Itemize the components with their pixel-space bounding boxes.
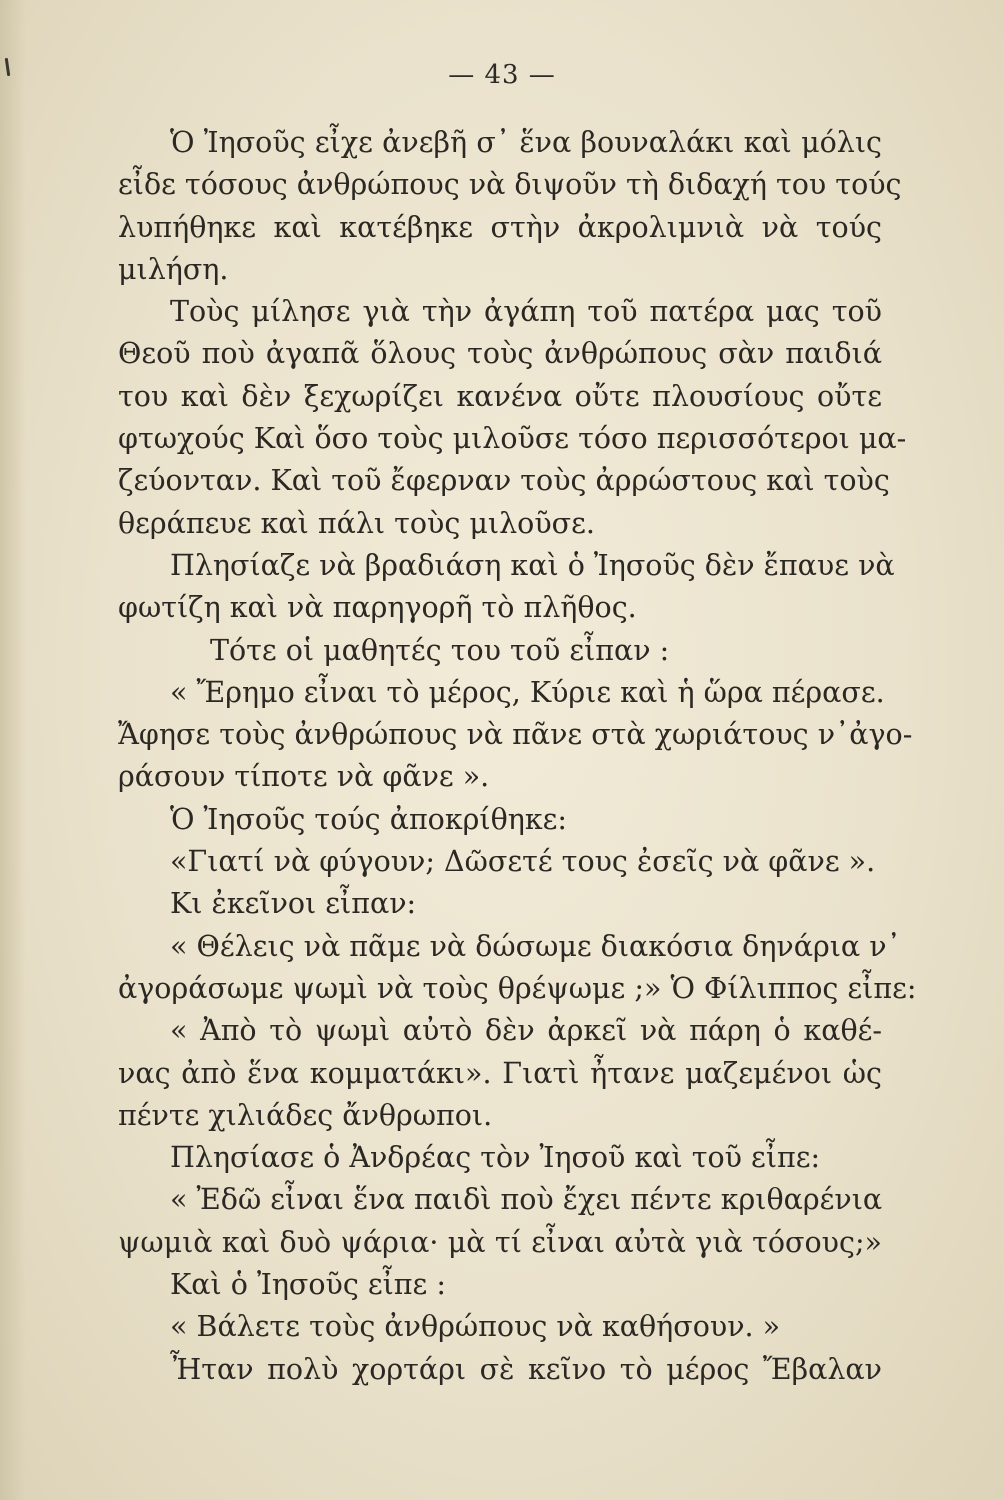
text-line: μιλήση. — [118, 252, 229, 286]
text-line: φτωχούς Καὶ ὅσο τοὺς μιλοῦσε τόσο περισσότεροι μα- — [118, 422, 907, 456]
text-line: « Θέλεις νὰ πᾶμε νὰ δώσωμε διακόσια δηνάρια ν᾿ — [170, 929, 901, 963]
text-line: « Ἐδῶ εἶναι ἕνα παιδὶ ποὺ ἔχει πέντε κριθαρένια — [170, 1183, 883, 1217]
text-line: Τοὺς μίλησε γιὰ τὴν ἀγάπη τοῦ πατέρα μας τοῦ — [170, 295, 882, 329]
text-line: Κι ἐκεῖνοι εἶπαν: — [170, 887, 417, 921]
text-line: Ὁ Ἰησοῦς τούς ἀποκρίθηκε: — [170, 802, 567, 836]
text-line: « Βάλετε τοὺς ἀνθρώπους νὰ καθήσουν. » — [170, 1310, 781, 1344]
text-line: « Ἔρημο εἶναι τὸ μέρος, Κύριε καὶ ἡ ὥρα πέρασε. — [170, 675, 885, 709]
text-line: Πλησίαζε νὰ βραδιάση καὶ ὁ Ἰησοῦς δὲν ἔπαυε νὰ — [170, 548, 895, 582]
text-line: « Ἀπὸ τὸ ψωμὶ αὐτὸ δὲν ἀρκεῖ νὰ πάρη ὁ καθέ- — [170, 1014, 882, 1048]
text-line: Καὶ ὁ Ἰησοῦς εἶπε : — [170, 1268, 446, 1302]
text-line: θεράπευε καὶ πάλι τοὺς μιλοῦσε. — [118, 506, 595, 540]
text-line: νας ἀπὸ ἕνα κομματάκι». Γιατὶ ἦτανε μαζεμένοι ὡς — [118, 1056, 882, 1090]
text-line: πέντε χιλιάδες ἄνθρωποι. — [118, 1098, 493, 1132]
page-number: — 43 — — [448, 60, 556, 90]
text-line: εἶδε τόσους ἀνθρώπους νὰ διψοῦν τὴ διδαχή του τούς — [118, 168, 902, 202]
text-line: Τότε οἱ μαθητές του τοῦ εἶπαν : — [210, 633, 670, 667]
text-line: ράσουν τίποτε νὰ φᾶνε ». — [118, 760, 490, 794]
binding-shadow — [0, 0, 26, 1500]
text-line: ζεύονταν. Καὶ τοῦ ἔφερναν τοὺς ἀρρώστους καὶ τοὺς — [118, 464, 890, 498]
text-line: Θεοῦ ποὺ ἀγαπᾶ ὅλους τοὺς ἀνθρώπους σὰν παιδιά — [118, 337, 882, 371]
text-line: ψωμιὰ καὶ δυὸ ψάρια· μὰ τί εἶναι αὐτὰ γιὰ τόσους;» — [118, 1225, 882, 1259]
text-line: Ὁ Ἰησοῦς εἶχε ἀνεβῆ σ᾿ ἕνα βουναλάκι καὶ μόλις — [170, 126, 882, 159]
text-line: Ἄφησε τοὺς ἀνθρώπους νὰ πᾶνε στὰ χωριάτους ν᾿ἀγο- — [118, 718, 913, 752]
body-text — [118, 122, 917, 1391]
text-line: ἀγοράσωμε ψωμὶ νὰ τοὺς θρέψωμε ;» Ὁ Φίλιππος εἶπε: — [118, 971, 917, 1005]
text-line: λυπήθηκε καὶ κατέβηκε στὴν ἀκρολιμνιὰ νὰ τούς — [118, 210, 882, 244]
text-line: «Γιατί νὰ φύγουν; Δῶσετέ τους ἐσεῖς νὰ φᾶνε ». — [170, 845, 876, 879]
text-line: Πλησίασε ὁ Ἀνδρέας τὸν Ἰησοῦ καὶ τοῦ εἶπε: — [170, 1141, 821, 1175]
text-line: Ἦταν πολὺ χορτάρι σὲ κεῖνο τὸ μέρος Ἔβαλαν — [170, 1352, 882, 1386]
text-line: φωτίζη καὶ νὰ παρηγορῆ τὸ πλῆθος. — [118, 591, 637, 625]
text-line: του καὶ δὲν ξεχωρίζει κανένα οὔτε πλουσίους οὔτε — [118, 379, 882, 413]
